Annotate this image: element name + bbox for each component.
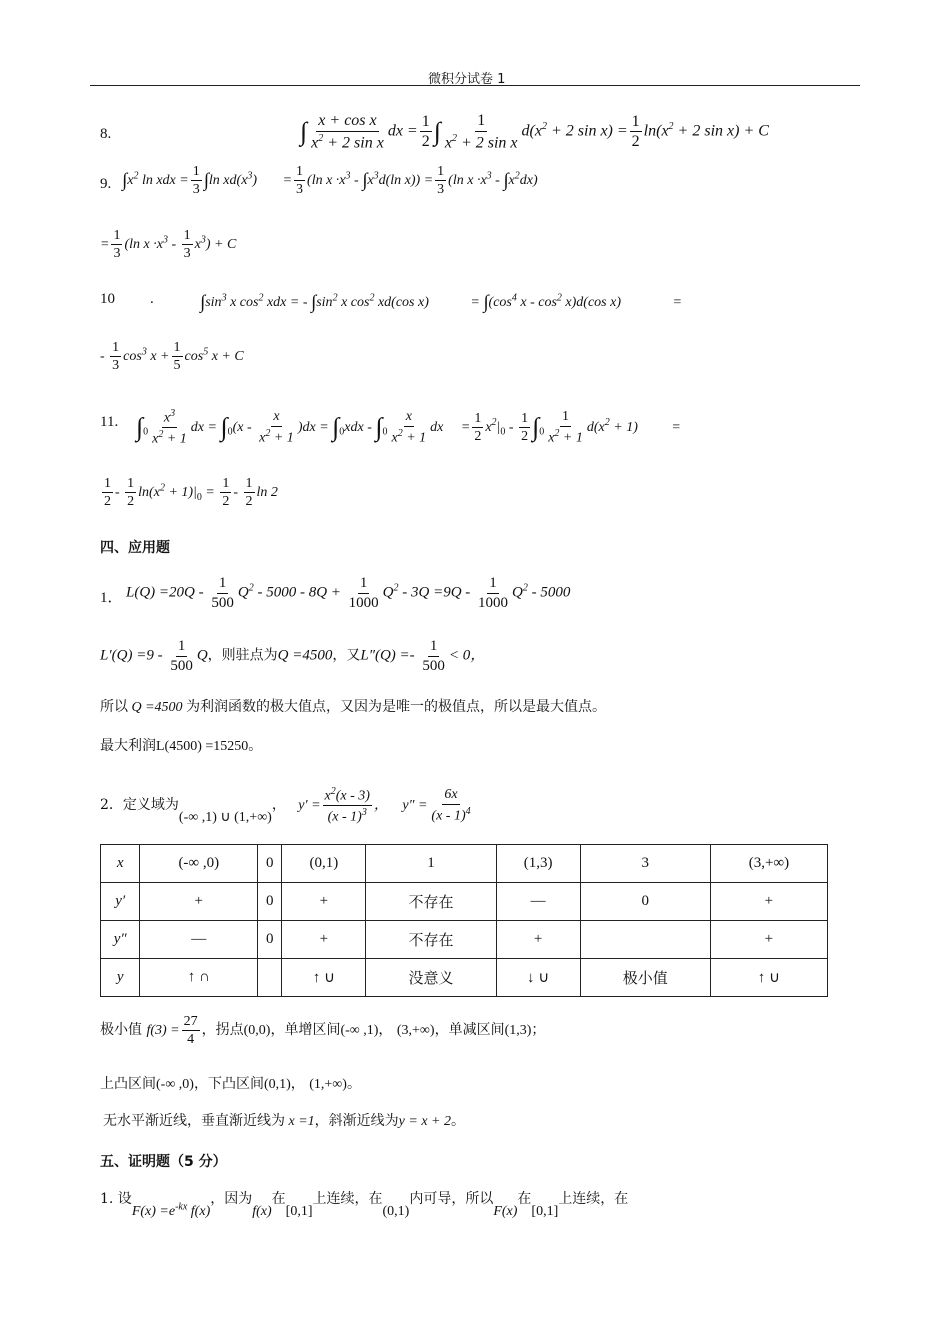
table-cell: +	[710, 921, 827, 959]
problem-9-formula-line1: $\int x^2$ ln xdx = $\frac{1}{3}$ ∫ln $xd(x^3)$ = $\frac{1}{3}$ (ln $x \cdot x^3 - \int x^3d(\ln$ x)) = $\frac{1}{3}$ (ln $x \cdot x^3 - \int x^2dx$)	[122, 164, 538, 198]
table-cell: ↑ ∪	[282, 959, 366, 997]
table-cell: +	[282, 883, 366, 921]
table-cell: 0	[258, 921, 282, 959]
problem-10-label: 10	[100, 291, 115, 307]
table-cell: +	[496, 921, 580, 959]
table-cell: (-∞ ,0)	[140, 845, 258, 883]
section-5-heading: 五、证明题（5 分）	[100, 1154, 227, 1170]
q1-derivative: L′(Q) =9 - $\frac{1}{500}$ Q，则驻点为Q =4500，又L″(Q) =- $\frac{1}{500}$ < 0，	[100, 638, 486, 674]
variation-table	[100, 844, 828, 997]
table-cell	[580, 921, 710, 959]
table-row	[101, 883, 828, 921]
page-title: 微积分试卷 1	[428, 72, 506, 87]
q2-convexity-line: 上凸区间(-∞ ,0)，下凸区间(0,1)， (1,+∞)。	[100, 1076, 361, 1092]
table-cell: —	[140, 921, 258, 959]
table-cell: 0	[258, 845, 282, 883]
table-cell: 不存在	[366, 883, 496, 921]
q1-max-profit: 最大利润L(4500) =15250。	[100, 738, 263, 754]
table-cell: 0	[580, 883, 710, 921]
problem-10-formula-line2: - $\frac{1}{3}$ $\cos^3 x$ + $\frac{1}{5}$ $\cos^5 x + C$	[100, 340, 244, 374]
q2-domain-line: 2．定义域为(-∞ ,1) ∪ (1,+∞)， y′ = $\frac{x^2(x - 3)}{(x - 1)^3}$ ， y″ = $\frac{6x}{(x - 1)^4}$	[100, 786, 471, 825]
table-cell: —	[496, 883, 580, 921]
table-cell: ↑ ∩	[140, 959, 258, 997]
table-cell: (1,3)	[496, 845, 580, 883]
problem-11-label: 11.	[100, 414, 119, 430]
q2-asymptote-line: 无水平渐近线，垂直渐近线为 x =1，斜渐近线为y = x + 2。	[103, 1113, 465, 1129]
table-cell: 没意义	[366, 959, 496, 997]
problem-11-formula-line2: $\frac{1}{2}$ - $\frac{1}{2}$ $\ln(x^2 + 1)|_0$ = $\frac{1}{2}$ - $\frac{1}{2}$ ln 2	[104, 476, 278, 510]
table-row	[101, 921, 828, 959]
table-cell: y″	[101, 921, 140, 959]
table-header-row	[101, 845, 828, 883]
table-cell: y	[101, 959, 140, 997]
table-cell: ↑ ∪	[710, 959, 827, 997]
table-cell: 0	[258, 883, 282, 921]
q1-conclusion: 所以 Q =4500 为利润函数的极大值点，又因为是唯一的极值点，所以是最大值点。	[100, 699, 607, 715]
table-cell: 极小值	[580, 959, 710, 997]
problem-9-formula-line2: = $\frac{1}{3}$ (ln $x \cdot x^3$ - $\frac{1}{3}$ $x^3) + C$	[100, 228, 237, 262]
section-4-heading: 四、应用题	[100, 540, 170, 556]
table-cell: 1	[366, 845, 496, 883]
problem-10-formula-line1: $\int\sin^3$ x $\cos^2$ xdx = - $\int\sin^2$ x $\cos^2 xd(\cos$ $x) = \int(\cos^4$ x - $\cos^2 x)d(\cos$ x) =	[200, 292, 682, 313]
table-cell: (0,1)	[282, 845, 366, 883]
table-cell: +	[140, 883, 258, 921]
header-divider	[90, 85, 860, 86]
q1-profit-formula: L(Q) =20Q - $\frac{1}{500}$ $Q^2 - 5000 - 8Q$ + $\frac{1}{1000}$ $Q^2 - 3Q =9Q$ - $\frac{1}{1000}$ $Q^2 - 5000$	[126, 575, 571, 611]
table-cell	[258, 959, 282, 997]
table-cell: +	[710, 883, 827, 921]
proof-1-line: 1. 设$F(x) =e^{-kx}$ f(x)，因为f(x)在[0,1]上连续，在(0,1)内可导，所以F(x)在[0,1]上连续，在	[100, 1191, 629, 1219]
q1-label: 1．	[100, 590, 123, 606]
table-cell: +	[282, 921, 366, 959]
table-cell: y′	[101, 883, 140, 921]
problem-10-dot: .	[150, 291, 154, 307]
table-row	[101, 959, 828, 997]
table-cell: (3,+∞)	[710, 845, 827, 883]
table-cell: 3	[580, 845, 710, 883]
q2-extrema-line: 极小值 f(3) = $\frac{27}{4}$ ，拐点(0,0)，单增区间(-∞ ,1)， (3,+∞)，单减区间(1,3)；	[100, 1014, 546, 1048]
problem-8-label: 8.	[100, 126, 112, 142]
table-cell: 不存在	[366, 921, 496, 959]
table-cell: x	[101, 845, 140, 883]
problem-11-formula-line1: $\int_0$ $\frac{x^3}{x^2 + 1}$ dx = $\int_0(x$ - $\frac{x}{x^2 + 1}$ )$dx = \int_0xdx - \int_0$ $\frac{x}{x^2 + 1}$ dx = $\frac{1}{2}$ $x^2|_0$ - $\frac{1}{2}$ $\int_0$ $\frac{1}{x^2 + 1}$ $d(x^2 + 1)$ =	[136, 408, 681, 447]
table-cell: ↓ ∪	[496, 959, 580, 997]
problem-9-label: 9.	[100, 176, 112, 192]
problem-8-formula: ∫ $\frac{\text{x + cos x}}{x^2 + 2 \sin x}$ dx = $\frac{1}{2}$ ∫ $\frac{1}{x^2 + 2 \sin x}$ $d(x^2 + 2$ sin x) = $\frac{1}{2}$ $\ln(x^2 + 2$ sin x) + C	[300, 112, 769, 151]
